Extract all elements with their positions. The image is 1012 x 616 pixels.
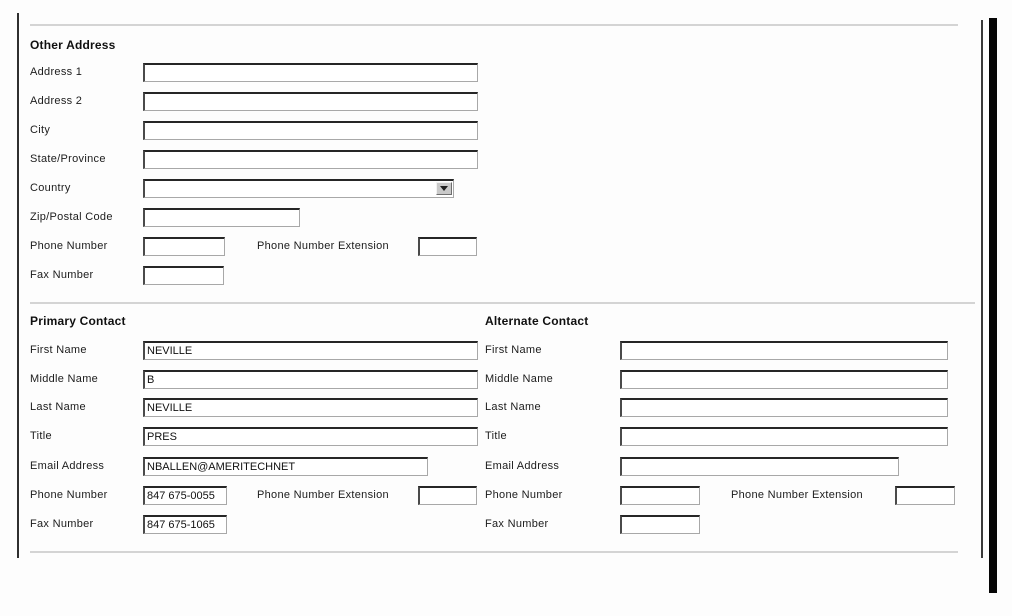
- form-row: [0, 208, 1012, 227]
- other-address-zip-label: Zip/Postal Code: [30, 211, 113, 223]
- primary-middle-name-label: Middle Name: [30, 373, 99, 385]
- form-row: [0, 266, 1012, 285]
- other-address-phone-input[interactable]: [143, 237, 225, 256]
- other-address-fax-label: Fax Number: [30, 269, 94, 281]
- primary-fax-label: Fax Number: [30, 518, 94, 530]
- other-address-state-input[interactable]: [143, 150, 478, 169]
- alternate-middle-name-input[interactable]: [620, 370, 948, 389]
- alternate-phone-ext-label: Phone Number Extension: [731, 489, 863, 501]
- other-address-phone-ext-label: Phone Number Extension: [257, 240, 389, 252]
- top-divider: [30, 24, 958, 26]
- other-address-country-select[interactable]: [143, 179, 454, 198]
- other-address-zip-input[interactable]: [143, 208, 300, 227]
- form-row: [0, 63, 1012, 82]
- other-address-address1-label: Address 1: [30, 66, 83, 78]
- other-address-city-input[interactable]: [143, 121, 478, 140]
- other-address-city-label: City: [30, 124, 51, 136]
- other-address-address1-input[interactable]: [143, 63, 478, 82]
- form-row: [0, 237, 1012, 256]
- other-address-section-title: Other Address: [30, 38, 116, 52]
- bottom-divider: [30, 551, 958, 553]
- form-row: [0, 486, 1012, 505]
- alternate-first-name-input[interactable]: [620, 341, 948, 360]
- other-address-phone-ext-input[interactable]: [418, 237, 477, 256]
- form-row: [0, 150, 1012, 169]
- form-row: [0, 179, 1012, 198]
- alternate-last-name-label: Last Name: [485, 401, 541, 413]
- primary-email-label: Email Address: [30, 460, 105, 472]
- alternate-phone-label: Phone Number: [485, 489, 563, 501]
- alternate-last-name-input[interactable]: [620, 398, 948, 417]
- chevron-down-icon: [440, 186, 448, 191]
- alternate-phone-input[interactable]: [620, 486, 700, 505]
- form-row: [0, 92, 1012, 111]
- form-row: [0, 341, 1012, 360]
- alternate-middle-name-label: Middle Name: [485, 373, 554, 385]
- primary-contact-section-title: Primary Contact: [30, 314, 126, 328]
- alternate-title-input[interactable]: [620, 427, 948, 446]
- other-address-address2-label: Address 2: [30, 95, 83, 107]
- other-address-phone-label: Phone Number: [30, 240, 108, 252]
- form-row: [0, 121, 1012, 140]
- form-row: [0, 427, 1012, 446]
- form-row: [0, 515, 1012, 534]
- form-row: [0, 370, 1012, 389]
- alternate-fax-label: Fax Number: [485, 518, 549, 530]
- alternate-phone-ext-input[interactable]: [895, 486, 955, 505]
- alternate-first-name-label: First Name: [485, 344, 542, 356]
- primary-last-name-label: Last Name: [30, 401, 86, 413]
- other-address-fax-input[interactable]: [143, 266, 224, 285]
- primary-first-name-label: First Name: [30, 344, 87, 356]
- country-dropdown-button[interactable]: [436, 182, 452, 195]
- other-address-state-label: State/Province: [30, 153, 106, 165]
- primary-title-label: Title: [30, 430, 52, 442]
- primary-phone-label: Phone Number: [30, 489, 108, 501]
- alternate-contact-section-title: Alternate Contact: [485, 314, 589, 328]
- alternate-email-input[interactable]: [620, 457, 899, 476]
- primary-phone-ext-label: Phone Number Extension: [257, 489, 389, 501]
- other-address-address2-input[interactable]: [143, 92, 478, 111]
- form-row: [0, 398, 1012, 417]
- other-address-country-label: Country: [30, 182, 71, 194]
- form-row: [0, 457, 1012, 476]
- alternate-title-label: Title: [485, 430, 507, 442]
- middle-divider: [30, 302, 975, 304]
- alternate-fax-input[interactable]: [620, 515, 700, 534]
- alternate-email-label: Email Address: [485, 460, 560, 472]
